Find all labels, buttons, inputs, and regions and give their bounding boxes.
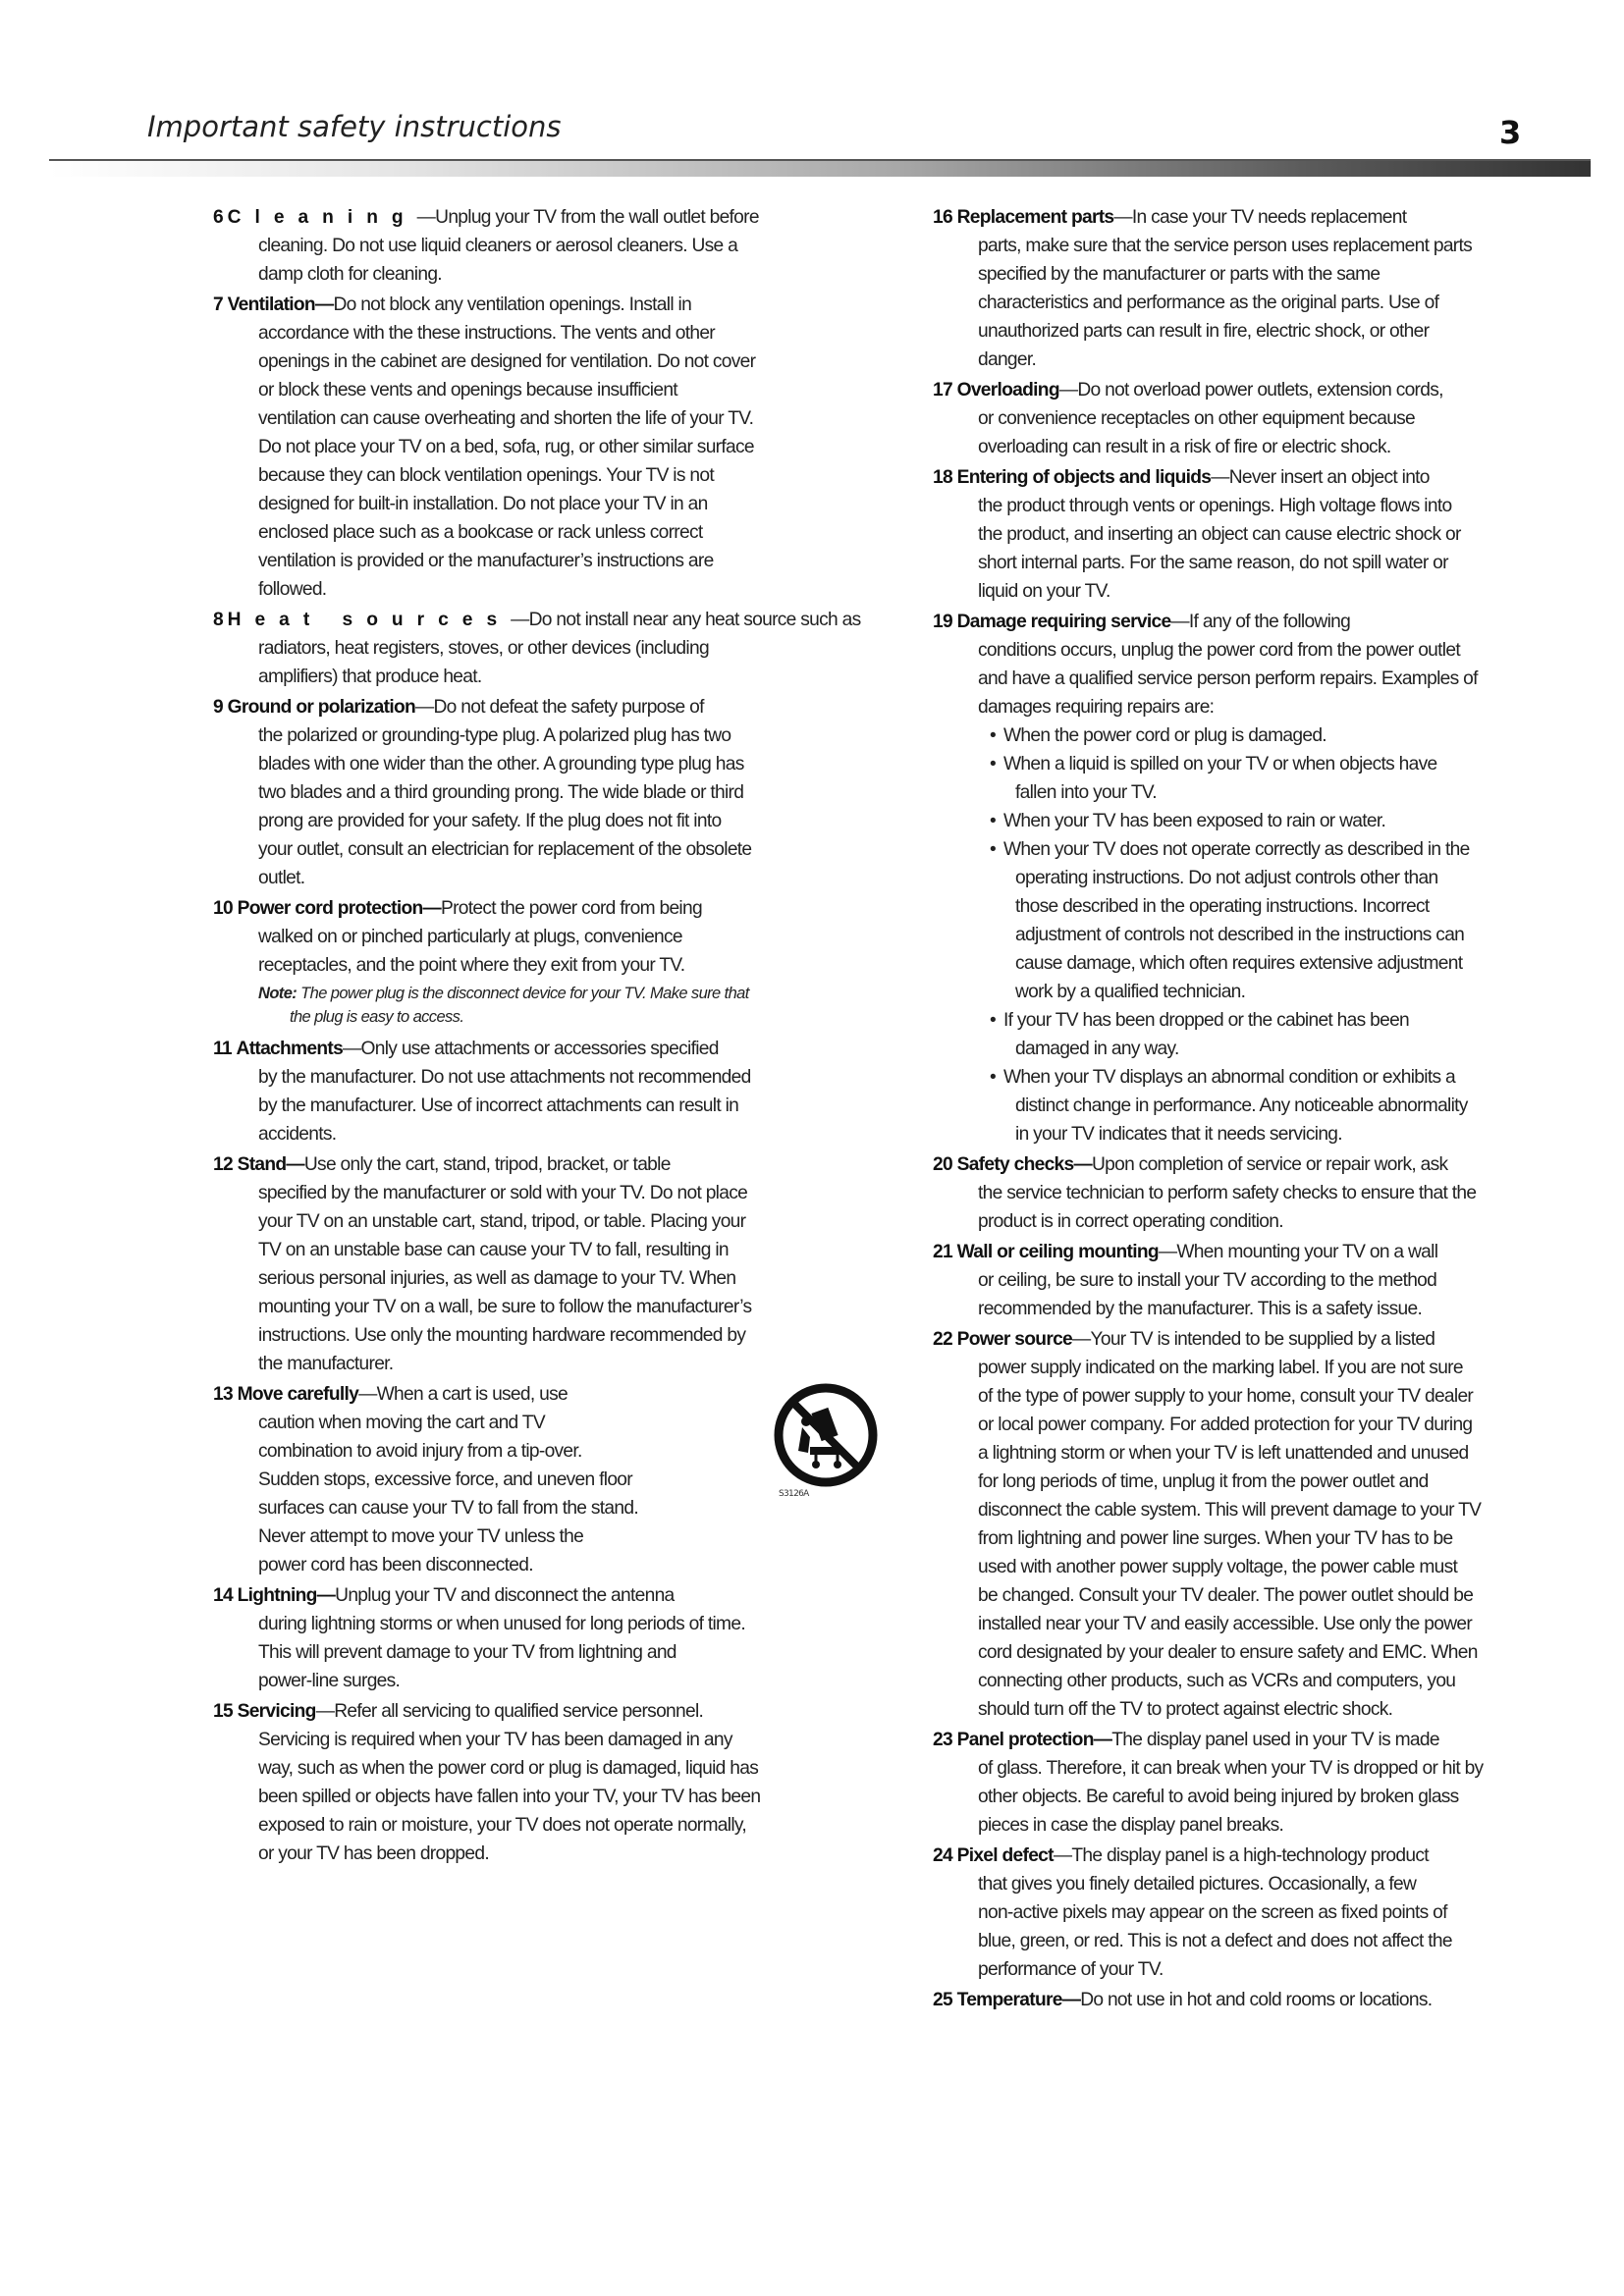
item-line: should turn off the TV to protect against electric shock.: [978, 1699, 1393, 1720]
list-item: • If your TV has been dropped or the cabinet has been damaged in any way.: [990, 1006, 1546, 1063]
item-title: Stand—: [237, 1154, 304, 1175]
item-dash: —: [1158, 1242, 1177, 1262]
item-line: blue, green, or red. This is not a defect and does not affect the: [978, 1931, 1452, 1951]
item-number: 6: [213, 207, 223, 228]
item-line: power cord has been disconnected.: [258, 1555, 533, 1575]
item-title: Attachments: [236, 1039, 344, 1059]
instruction-23: [933, 1726, 1546, 1840]
item-line: Do not install near any heat source such as: [528, 610, 861, 630]
item-line: or block these vents and openings because insufficient: [258, 380, 677, 400]
item-line: combination to avoid injury from a tip-over.: [258, 1441, 582, 1462]
item-line: When a cart is used, use: [376, 1384, 568, 1405]
item-line: non-active pixels may appear on the screen as fixed points of: [978, 1902, 1447, 1923]
item-line: the polarized or grounding-type plug. A polarized plug has two: [258, 725, 731, 746]
item-number: 15: [213, 1701, 233, 1722]
item-line: damages requiring repairs are:: [978, 697, 1215, 718]
item-number: 12: [213, 1154, 233, 1175]
item-line: Only use attachments or accessories specified: [360, 1039, 719, 1059]
instruction-6: [213, 203, 920, 289]
item-number: 18: [933, 467, 952, 488]
item-number: 13: [213, 1384, 233, 1405]
page-header-title: Important safety instructions: [147, 110, 562, 143]
instruction-18: [933, 463, 1546, 606]
item-line: instructions. Use only the mounting hardware recommended by: [258, 1325, 746, 1346]
item-title: Lightning—: [237, 1585, 336, 1606]
item-line: The display panel is a high-technology product: [1071, 1845, 1429, 1866]
item-line: product is in correct operating condition.: [978, 1211, 1283, 1232]
item-title: Panel protection—: [956, 1730, 1112, 1750]
item-line: the product, and inserting an object can cause electric shock or: [978, 524, 1461, 545]
item-line: ventilation is provided or the manufacturer’s instructions are: [258, 551, 714, 571]
item-line: by the manufacturer. Use of incorrect attachments can result in: [258, 1095, 739, 1116]
item-line: Do not place your TV on a bed, sofa, rug, or other similar surface: [258, 437, 754, 457]
instruction-8: [213, 606, 920, 691]
item-title: Move carefully: [237, 1384, 359, 1405]
item-line: other objects. Be careful to avoid being injured by broken glass: [978, 1787, 1459, 1807]
item-title: Temperature—: [956, 1990, 1081, 2010]
item-line: by the manufacturer. Do not use attachments not recommended: [258, 1067, 751, 1088]
item-dash: —: [358, 1384, 377, 1405]
item-line: been spilled or objects have fallen into your TV, your TV has been: [258, 1787, 761, 1807]
item-line: during lightning storms or when unused for long periods of time.: [258, 1614, 745, 1634]
item-number: 20: [933, 1154, 952, 1175]
item-line: the service technician to perform safety checks to ensure that the: [978, 1183, 1477, 1203]
item-dash: —: [1058, 380, 1078, 400]
header-rule-line: [49, 159, 1591, 161]
right-column: [933, 203, 1546, 2016]
item-line: or convenience receptacles on other equipment because: [978, 408, 1416, 429]
instruction-14: [213, 1581, 920, 1695]
item-line: amplifiers) that produce heat.: [258, 667, 482, 687]
item-line: overloading can result in a risk of fire or electric shock.: [978, 437, 1391, 457]
item-title: Safety checks—: [956, 1154, 1092, 1175]
item-line: disconnect the cable system. This will prevent damage to your TV: [978, 1500, 1482, 1521]
instruction-22: [933, 1325, 1546, 1724]
item-dash: —: [1113, 207, 1132, 228]
item-line: your TV on an unstable cart, stand, tripod, or table. Placing your: [258, 1211, 746, 1232]
list-item: • When the power cord or plug is damaged.: [990, 721, 1546, 750]
item-line: from lightning and power line surges. When your TV has to be: [978, 1528, 1453, 1549]
item-title: Entering of objects and liquids: [956, 467, 1212, 488]
item-dash: —: [1072, 1329, 1091, 1350]
item-line: of glass. Therefore, it can break when your TV is dropped or hit by: [978, 1758, 1484, 1779]
item-number: 10: [213, 898, 233, 919]
item-line: accordance with the these instructions. The vents and other: [258, 323, 715, 344]
item-line: openings in the cabinet are designed for ventilation. Do not cover: [258, 351, 756, 372]
item-line: The display panel used in your TV is made: [1111, 1730, 1439, 1750]
item-line: receptacles, and the point where they exit from your TV.: [258, 955, 685, 976]
item-line: because they can block ventilation openings. Your TV is not: [258, 465, 714, 486]
item-line: surfaces can cause your TV to fall from the stand.: [258, 1498, 638, 1519]
item-line: designed for built-in installation. Do not place your TV in an: [258, 494, 708, 514]
item-line: the product through vents or openings. High voltage flows into: [978, 496, 1452, 516]
item-line: of the type of power supply to your home, consult your TV dealer: [978, 1386, 1474, 1407]
item-number: 7: [213, 294, 223, 315]
item-line: In case your TV needs replacement: [1131, 207, 1407, 228]
item-line: Do not block any ventilation openings. Install in: [333, 294, 692, 315]
instruction-16: [933, 203, 1546, 374]
item-line: used with another power supply voltage, the power cable must: [978, 1557, 1458, 1577]
item-line: your outlet, consult an electrician for replacement of the obsolete: [258, 839, 752, 860]
item-line: way, such as when the power cord or plug is damaged, liquid has: [258, 1758, 759, 1779]
item-line: power-line surges.: [258, 1671, 401, 1691]
item-title: Servicing: [237, 1701, 316, 1722]
note-line: The power plug is the disconnect device for your TV. Make sure that: [300, 985, 749, 1002]
item-number: 9: [213, 697, 223, 718]
item-number: 23: [933, 1730, 952, 1750]
item-line: two blades and a third grounding prong. The wide blade or third: [258, 782, 744, 803]
item-line: When mounting your TV on a wall: [1176, 1242, 1438, 1262]
item-line: characteristics and performance as the original parts. Use of: [978, 293, 1439, 313]
item-line: followed.: [258, 579, 327, 600]
item-title: Pixel defect: [956, 1845, 1054, 1866]
item-line: Unplug your TV from the wall outlet before: [435, 207, 759, 228]
icon-code-label: S3126A: [779, 1489, 809, 1499]
item-line: Use only the cart, stand, tripod, bracket, or table: [303, 1154, 671, 1175]
item-dash: —: [511, 610, 529, 630]
item-title: Wall or ceiling mounting: [956, 1242, 1159, 1262]
instruction-11: [213, 1035, 920, 1148]
list-item: • When your TV displays an abnormal condition or exhibits a distinct change in performance. Any noticeable abnormality in your TV indicates that it needs servicing.: [990, 1063, 1546, 1148]
item-line: parts, make sure that the service person uses replacement parts: [978, 236, 1473, 256]
item-line: Upon completion of service or repair work, ask: [1091, 1154, 1448, 1175]
list-item: • When your TV has been exposed to rain or water.: [990, 807, 1546, 835]
item-line: a lightning storm or when your TV is left unattended and unused: [978, 1443, 1469, 1464]
list-item: • When a liquid is spilled on your TV or when objects have fallen into your TV.: [990, 750, 1546, 807]
note-10: [213, 982, 920, 1029]
instruction-15: [213, 1697, 920, 1868]
instruction-10: [213, 894, 920, 980]
instruction-21: [933, 1238, 1546, 1323]
item-dash: —: [416, 207, 436, 228]
item-line: mounting your TV on a wall, be sure to follow the manufacturer’s: [258, 1297, 752, 1317]
item-line: danger.: [978, 349, 1037, 370]
item-dash: —: [415, 697, 434, 718]
item-line: Refer all servicing to qualified service personnel.: [334, 1701, 704, 1722]
item-title: Power cord protection—: [237, 898, 442, 919]
item-title: Heat sources: [227, 610, 512, 630]
item-line: installed near your TV and easily accessible. Use only the power: [978, 1614, 1473, 1634]
page-number: 3: [1499, 114, 1522, 151]
item-line: specified by the manufacturer or sold with your TV. Do not place: [258, 1183, 748, 1203]
item-line: the manufacturer.: [258, 1354, 394, 1374]
item-line: that gives you finely detailed pictures. Occasionally, a few: [978, 1874, 1417, 1895]
item-line: Unplug your TV and disconnect the antenna: [335, 1585, 675, 1606]
item-line: Do not defeat the safety purpose of: [433, 697, 704, 718]
item-title: Cleaning: [227, 207, 417, 228]
item-number: 8: [213, 610, 223, 630]
item-line: unauthorized parts can result in fire, electric shock, or other: [978, 321, 1430, 342]
item-line: or local power company. For added protection for your TV during: [978, 1415, 1473, 1435]
item-title: Power source: [956, 1329, 1073, 1350]
item-line: walked on or pinched particularly at plugs, convenience: [258, 927, 682, 947]
item-line: Protect the power cord from being: [441, 898, 702, 919]
item-number: 11: [213, 1039, 232, 1059]
item-number: 16: [933, 207, 952, 228]
list-item: • When your TV does not operate correctly as described in the operating instructions. Do not adjust controls other than those described in the operating instructions. Incorrect adjustment of controls not described in the instructions can cause damage, which often requires extensive adjustment work by a qualified technician.: [990, 835, 1546, 1006]
item-line: outlet.: [258, 868, 305, 888]
cart-tip-over-warning-icon: [773, 1382, 879, 1500]
item-line: exposed to rain or moisture, your TV does not operate normally,: [258, 1815, 746, 1836]
instruction-24: [933, 1842, 1546, 1984]
left-column: [213, 203, 920, 1870]
item-number: 22: [933, 1329, 952, 1350]
item-line: pieces in case the display panel breaks.: [978, 1815, 1284, 1836]
item-line: If any of the following: [1188, 612, 1351, 632]
item-dash: —: [1053, 1845, 1072, 1866]
instruction-25: [933, 1986, 1546, 2014]
item-line: Never attempt to move your TV unless the: [258, 1526, 584, 1547]
item-line: damp cloth for cleaning.: [258, 264, 442, 285]
instruction-17: [933, 376, 1546, 461]
item-line: and have a qualified service person perform repairs. Examples of: [978, 668, 1478, 689]
item-line: or your TV has been dropped.: [258, 1843, 489, 1864]
instruction-12: [213, 1150, 920, 1378]
item-line: TV on an unstable base can cause your TV to fall, resulting in: [258, 1240, 729, 1260]
item-number: 14: [213, 1585, 233, 1606]
item-line: Do not overload power outlets, extension cords,: [1077, 380, 1443, 400]
item-line: short internal parts. For the same reason, do not spill water or: [978, 553, 1448, 573]
item-dash: —: [1170, 612, 1189, 632]
item-line: This will prevent damage to your TV from lightning and: [258, 1642, 677, 1663]
note-label: Note:: [258, 985, 298, 1002]
instruction-7: [213, 291, 920, 604]
item-line: blades with one wider than the other. A grounding type plug has: [258, 754, 744, 774]
item-title: Damage requiring service: [956, 612, 1171, 632]
item-line: liquid on your TV.: [978, 581, 1110, 602]
item-title: Ventilation—: [227, 294, 334, 315]
item-dash: —: [315, 1701, 335, 1722]
item-number: 25: [933, 1990, 952, 2010]
header-rule: [49, 159, 1591, 177]
item-line: prong are provided for your safety. If the plug does not fit into: [258, 811, 722, 831]
item-line: or ceiling, be sure to install your TV according to the method: [978, 1270, 1437, 1291]
instruction-20: [933, 1150, 1546, 1236]
item-line: radiators, heat registers, stoves, or other devices (including: [258, 638, 709, 659]
item-line: be changed. Consult your TV dealer. The power outlet should be: [978, 1585, 1474, 1606]
damage-examples-list: [933, 721, 1546, 1148]
item-line: Do not use in hot and cold rooms or locations.: [1080, 1990, 1433, 2010]
item-line: connecting other products, such as VCRs and computers, you: [978, 1671, 1456, 1691]
item-line: cleaning. Do not use liquid cleaners or aerosol cleaners. Use a: [258, 236, 738, 256]
item-line: ventilation can cause overheating and shorten the life of your TV.: [258, 408, 754, 429]
instruction-19: [933, 608, 1546, 1148]
item-number: 24: [933, 1845, 952, 1866]
item-dash: —: [1211, 467, 1229, 488]
item-line: caution when moving the cart and TV: [258, 1413, 545, 1433]
item-line: serious personal injuries, as well as damage to your TV. When: [258, 1268, 736, 1289]
item-line: Your TV is intended to be supplied by a listed: [1090, 1329, 1435, 1350]
instruction-9: [213, 693, 920, 892]
item-line: recommended by the manufacturer. This is a safety issue.: [978, 1299, 1423, 1319]
instruction-13: [213, 1380, 920, 1579]
item-line: accidents.: [258, 1124, 337, 1145]
item-title: Ground or polarization: [227, 697, 416, 718]
item-line: conditions occurs, unplug the power cord from the power outlet: [978, 640, 1460, 661]
item-number: 17: [933, 380, 952, 400]
item-number: 19: [933, 612, 952, 632]
item-line: Sudden stops, excessive force, and uneven floor: [258, 1469, 632, 1490]
item-line: Never insert an object into: [1228, 467, 1430, 488]
item-line: enclosed place such as a bookcase or rack unless correct: [258, 522, 703, 543]
item-line: specified by the manufacturer or parts with the same: [978, 264, 1380, 285]
item-line: performance of your TV.: [978, 1959, 1164, 1980]
item-dash: —: [343, 1039, 361, 1059]
item-title: Overloading: [956, 380, 1059, 400]
item-line: Servicing is required when your TV has been damaged in any: [258, 1730, 732, 1750]
item-line: cord designated by your dealer to ensure safety and EMC. When: [978, 1642, 1478, 1663]
item-title: Replacement parts: [956, 207, 1114, 228]
item-number: 21: [933, 1242, 952, 1262]
item-line: power supply indicated on the marking label. If you are not sure: [978, 1358, 1463, 1378]
item-line: for long periods of time, unplug it from the power outlet and: [978, 1471, 1429, 1492]
note-line: the plug is easy to access.: [290, 1008, 464, 1026]
